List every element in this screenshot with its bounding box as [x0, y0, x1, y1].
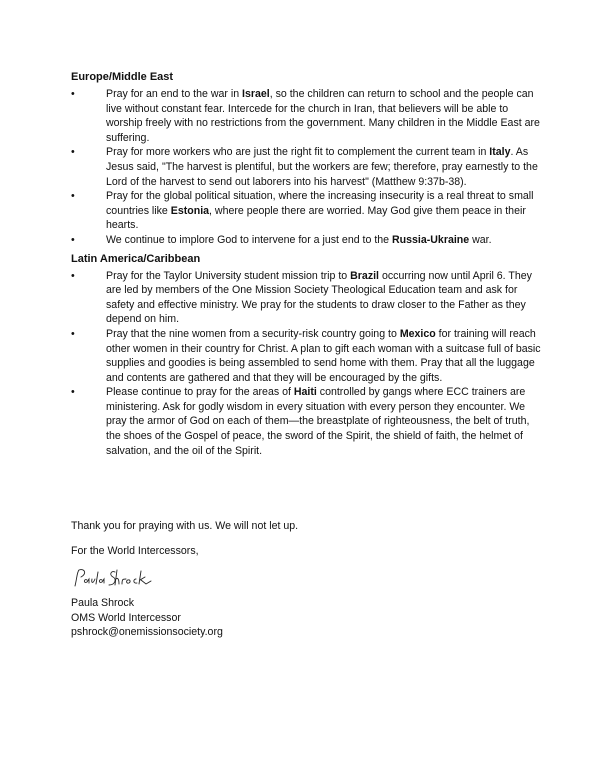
signer-email[interactable]: pshrock@onemissionsociety.org: [71, 626, 223, 639]
signer-title: OMS World Intercessor: [71, 611, 181, 624]
bullet: •: [71, 146, 75, 159]
bullet: •: [71, 386, 75, 399]
bullet: •: [71, 88, 75, 100]
item-text: , so the children can return to school and the people can live without constant fear. Intercede for the church in Iran, that believers will be able to worship freely with no restrictions from the government. Many children in the Middle East are suffering.: [106, 88, 540, 144]
item-text: Pray that the nine women from a security-risk country going to: [106, 327, 400, 340]
handwritten-signature: [71, 566, 298, 590]
item-country: Estonia: [170, 204, 210, 217]
list-item: [71, 327, 541, 385]
item-country: Brazil: [350, 269, 380, 282]
item-text: Pray for the Taylor University student mission trip to: [106, 269, 351, 282]
item-text: Pray for an end to the war in: [106, 88, 243, 100]
sign-off: For the World Intercessors,: [71, 544, 199, 557]
list-item: [71, 385, 541, 458]
item-text: . As Jesus said, "The harvest is plentiful, but the workers are few; therefore, pray earnestly to the Lord of the harvest to send out laborers into his harvest" (Matthew 9:37b-38).: [106, 146, 538, 188]
closing-block: [71, 519, 298, 640]
item-text: Please continue to pray for the areas of: [106, 386, 294, 399]
item-country: Italy: [489, 146, 511, 159]
item-text: war.: [469, 233, 492, 246]
signer-name: Paula Shrock: [71, 597, 135, 610]
item-text: for training will reach other women in their country for Christ. A plan to gift each woman with a suitcase full of basic supplies and goodies is being assembled to send home with them. Pray that all the luggage and contents are gathered and that they will be encouraged by the gifts.: [106, 327, 541, 384]
section-heading-latin-america: Latin America/Caribbean: [71, 252, 201, 265]
item-text: , where people there are worried. May God give them peace in their hearts.: [106, 204, 526, 232]
item-text: controlled by gangs where ECC trainers are ministering. Ask for godly wisdom in every situation with every person they encounter. We pray the armor of God on each of them—the breastplate of righteousness, the belt of truth, the shoes of the Gospel of peace, the sword of the Spirit, the shield of faith, the helmet of salvation, and the oil of the Spirit.: [106, 386, 530, 457]
item-text: occurring now until April 6. They are led by members of the One Mission Society Theological Education team and ask for safety and effective ministry. We pray for the students to draw closer to the Father as they depend on him.: [106, 269, 532, 326]
item-country: Israel: [242, 88, 270, 100]
latin-america-prayer-list: [71, 269, 541, 459]
section-heading-europe: Europe/Middle East: [71, 71, 174, 83]
bullet: •: [71, 269, 75, 282]
item-text: Pray for the global political situation, where the increasing insecurity is a real threat to small countries like: [106, 190, 534, 217]
bullet: •: [71, 233, 75, 246]
item-country: Mexico: [399, 327, 436, 340]
list-item: [71, 145, 541, 189]
document-body: [71, 70, 541, 458]
list-item: [71, 269, 541, 327]
item-text: Pray for more workers who are just the right fit to complement the current team in: [106, 146, 490, 159]
europe-prayer-list: [71, 87, 541, 248]
item-country: Haiti: [293, 386, 317, 399]
bullet: •: [71, 190, 75, 203]
bullet: •: [71, 327, 75, 340]
item-text: We continue to implore God to intervene for a just end to the: [106, 233, 393, 246]
list-item: [71, 189, 541, 233]
item-country: Russia-Ukraine: [392, 233, 470, 246]
thanks-line: Thank you for praying with us. We will not let up.: [71, 520, 299, 532]
list-item: [71, 233, 541, 248]
list-item: [71, 87, 541, 145]
